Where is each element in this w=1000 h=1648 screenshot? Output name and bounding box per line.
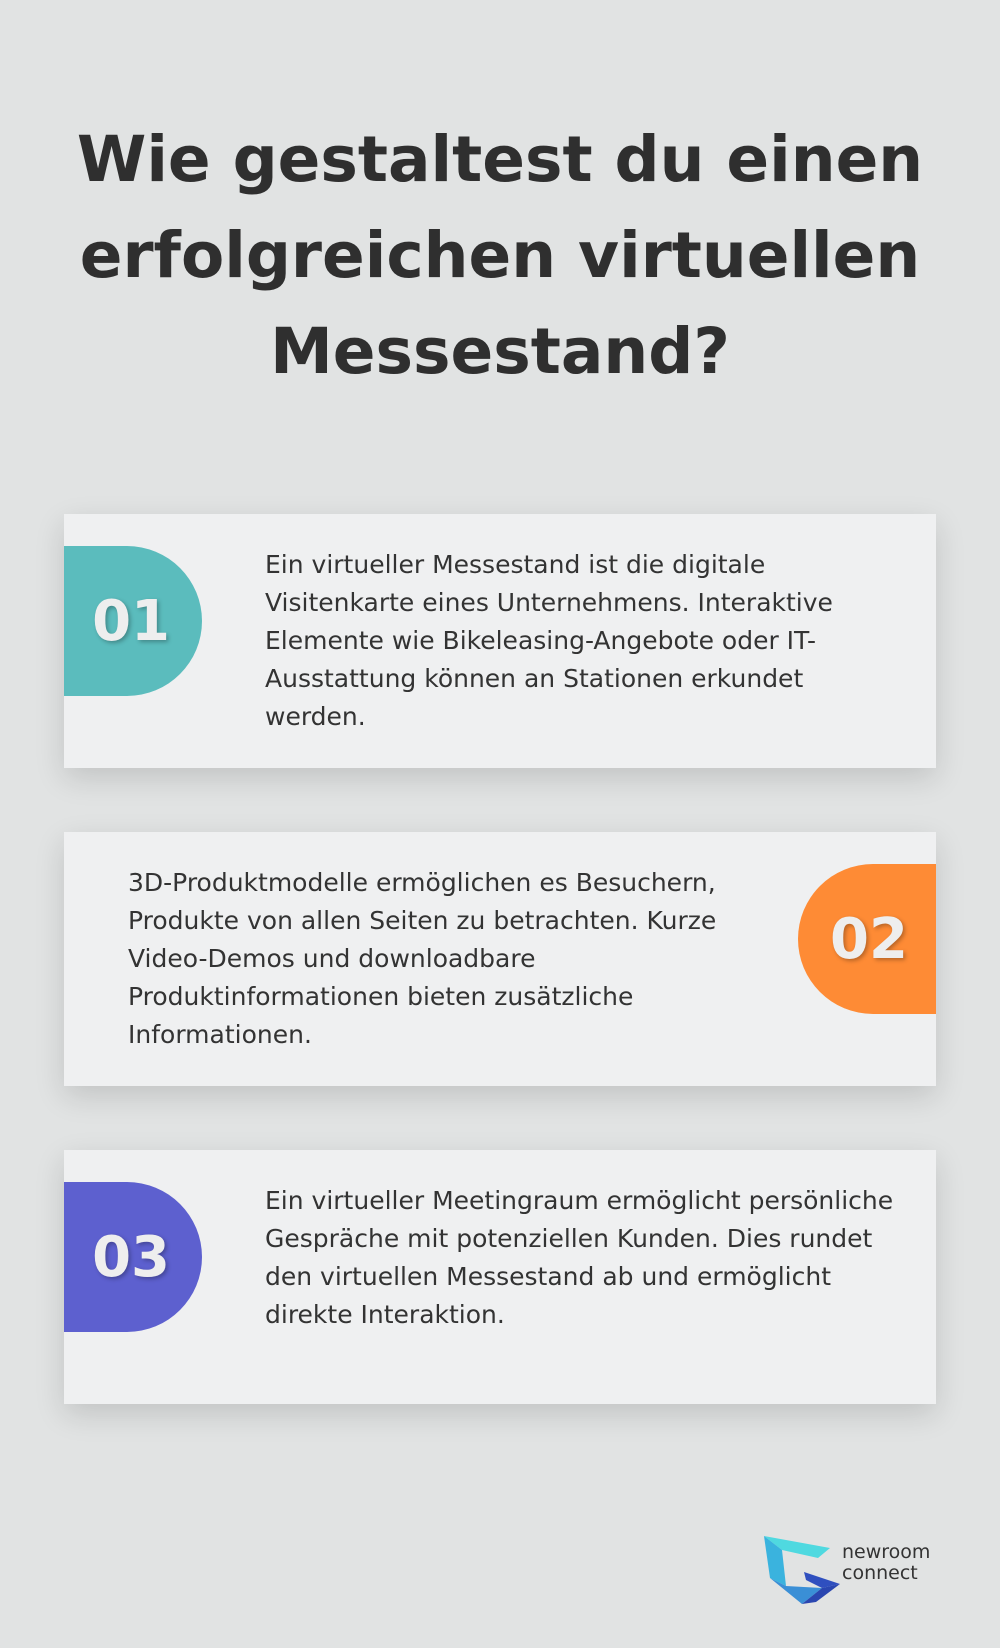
step-number-badge [64, 1182, 202, 1332]
step-description: Ein virtueller Meetingraum ermöglicht persönliche Gespräche mit potenziellen Kunden. Dies rundet den virtuellen Messestand ab und ermöglicht direkte Interaktion. [265, 1186, 894, 1329]
step-description: 3D-Produktmodelle ermöglichen es Besuchern, Produkte von allen Seiten zu betrachten. Kurze Video-Demos und downloadbare Produktinformationen bieten zusätzliche Informationen. [128, 868, 717, 1049]
newroom-connect-logo-mark-icon [760, 1534, 842, 1606]
step-number: 03 [92, 1224, 170, 1290]
logo-wordmark [842, 1542, 930, 1584]
step-number-badge [798, 864, 936, 1014]
step-description: Ein virtueller Messestand ist die digitale Visitenkarte eines Unternehmens. Interaktive Elemente wie Bikeleasing-Angebote oder IT-Ausstattung können an Stationen erkundet werden. [265, 550, 833, 731]
logo-line-1: newroom [842, 1541, 931, 1563]
page-title: Wie gestaltest du einen erfolgreichen virtuellen Messestand? [76, 123, 924, 388]
step-number-badge [64, 546, 202, 696]
logo-line-2: connect [842, 1562, 918, 1584]
step-card-2 [64, 832, 936, 1086]
step-card-3 [64, 1150, 936, 1404]
step-card-1 [64, 514, 936, 768]
newroom-connect-logo [760, 1530, 940, 1610]
step-number: 01 [92, 588, 170, 654]
step-number: 02 [830, 906, 908, 972]
